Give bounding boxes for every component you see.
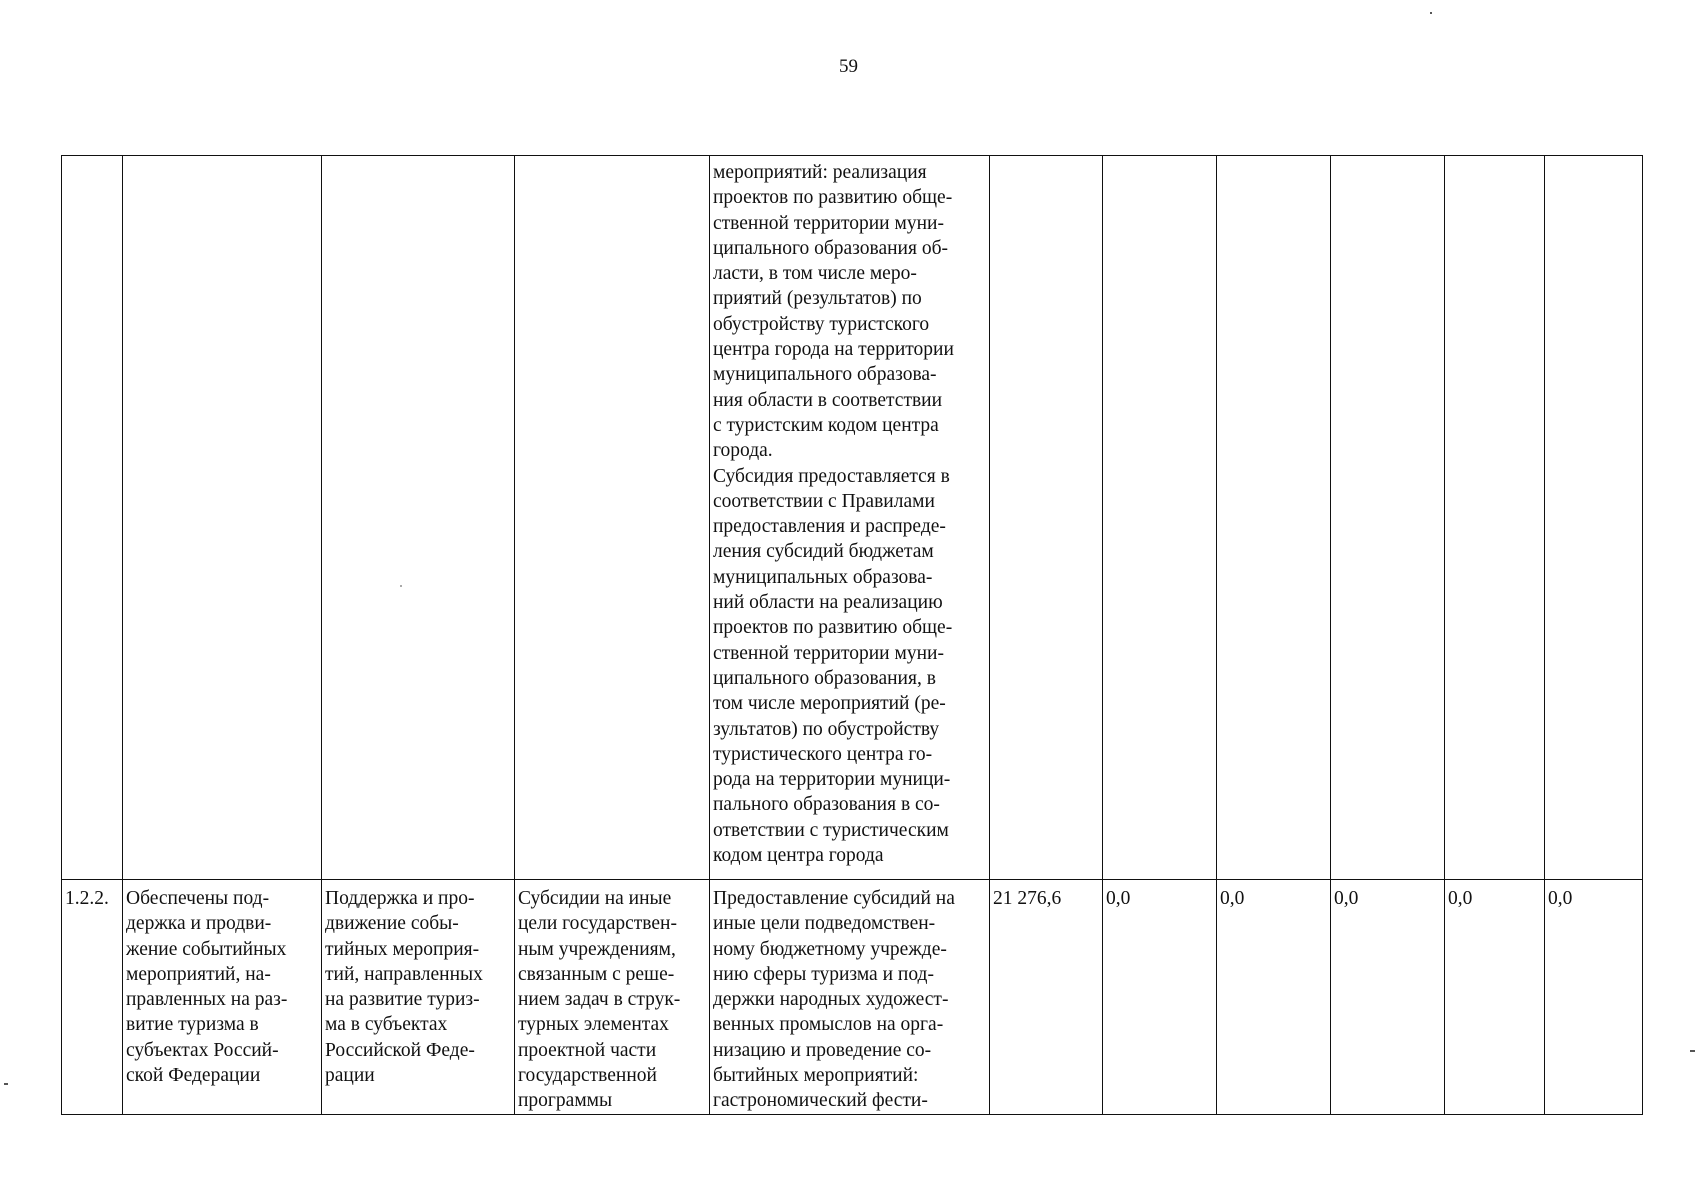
value-cell [990, 156, 1103, 880]
event-cell [322, 156, 515, 880]
value-cell [1217, 156, 1331, 880]
scan-speck [1430, 12, 1432, 14]
result-cell: Обеспечены под- держка и продви- жение событийных мероприятий, на- правленных на раз- витие туризма в субъектах Россий- ской Федерации [123, 880, 322, 1115]
value-cell: 0,0 [1545, 880, 1643, 1115]
description-cell: мероприятий: реализация проектов по развитию обще- ственной территории муни- ципального образования об- ласти, в том числе меро- приятий (результатов) по обустройству туристского центра города на территории муниципального образова- ния области в соответствии с туристским кодом центра города. Субсидия предоставляется в соответствии с Правилами предоставления и распреде- ления субсидий бюджетам муниципальных образова- ний области на реализацию проектов по развитию обще- ственной территории муни- ципального образования, в том числе мероприятий (ре- зультатов) по обустройству туристического центра го- рода на территории муници- пального образования в со- ответствии с туристическим кодом центра города [710, 156, 990, 880]
result-cell [123, 156, 322, 880]
value-cell [1545, 156, 1643, 880]
row-number-cell [62, 156, 123, 880]
description-cell: Предоставление субсидий на иные цели подведомствен- ному бюджетному учрежде- нию сферы туризма и под- держки народных художест- венных промыслов на орга- низацию и проведение со- бытийных мероприятий: гастрономический фести- [710, 880, 990, 1115]
scan-speck [4, 1083, 8, 1085]
program-activities-table [61, 155, 1643, 1115]
value-cell: 0,0 [1445, 880, 1545, 1115]
table-row [62, 156, 1643, 880]
value-cell [1445, 156, 1545, 880]
value-cell: 0,0 [1217, 880, 1331, 1115]
value-cell: 0,0 [1331, 880, 1445, 1115]
value-cell: 0,0 [1103, 880, 1217, 1115]
expense-type-cell [515, 156, 710, 880]
event-cell: Поддержка и про- движение собы- тийных мероприя- тий, направленных на развитие туриз- ма в субъектах Российской Феде- рации [322, 880, 515, 1115]
value-cell [1103, 156, 1217, 880]
value-cell [1331, 156, 1445, 880]
expense-type-cell: Субсидии на иные цели государствен- ным учреждениям, связанным с реше- нием задач в струк- турных элементах проектной части государственной программы [515, 880, 710, 1115]
scan-speck [400, 585, 402, 587]
table-row [62, 880, 1643, 1115]
scan-speck [1690, 1050, 1695, 1052]
value-cell: 21 276,6 [990, 880, 1103, 1115]
page-number: 59 [839, 56, 858, 77]
row-number-cell: 1.2.2. [62, 880, 123, 1115]
